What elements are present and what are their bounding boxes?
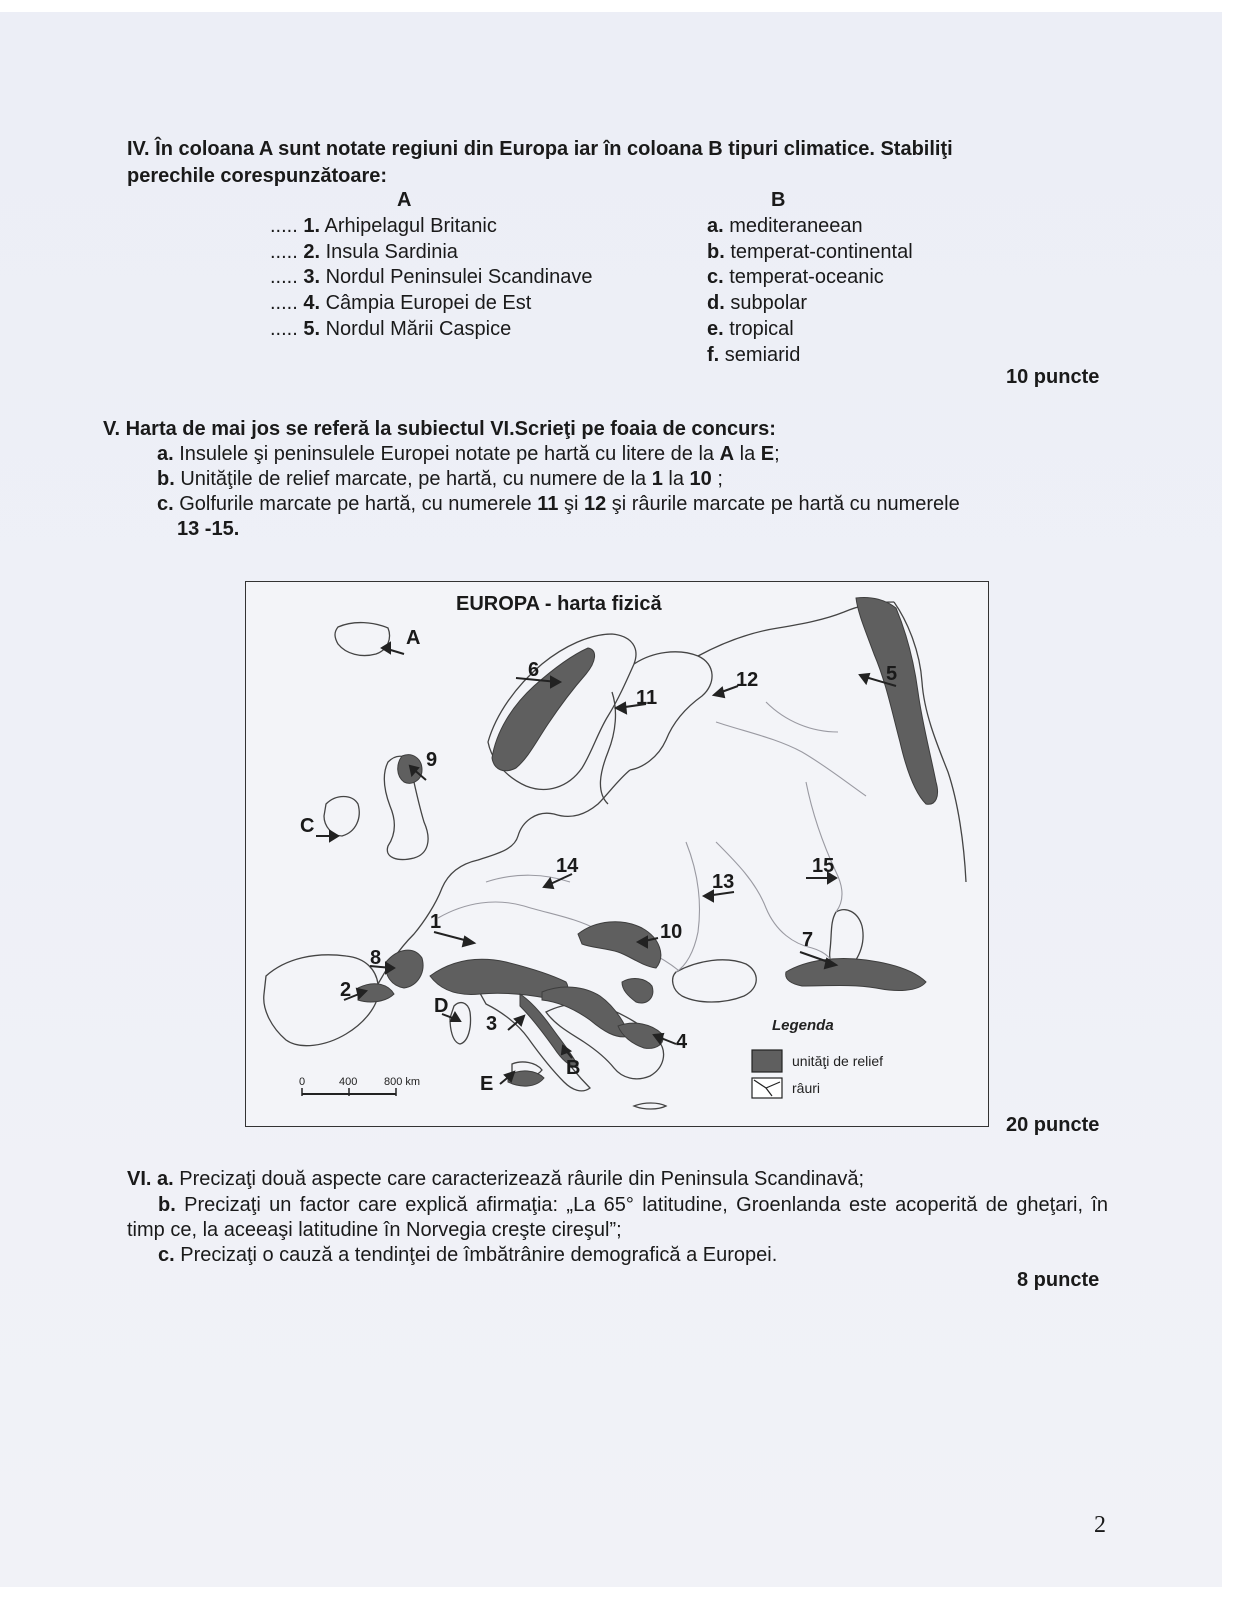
map-label-2: 2: [340, 979, 352, 1001]
column-a-item: ..... 1. Arhipelagul Britanic: [270, 215, 497, 237]
column-a-header: A: [397, 189, 412, 211]
scale-label-800: 800 km: [384, 1076, 421, 1088]
section-v-item-c: c. Golfurile marcate pe hartă, cu numerele 11 şi 12 şi râurile marcate pe hartă cu numerele: [157, 493, 960, 515]
column-a-item: ..... 5. Nordul Mării Caspice: [270, 317, 512, 340]
map-label-7: 7: [802, 929, 814, 951]
section-vi-item-c: c. Precizaţi o cauză a tendinţei de îmbătrânire demografică a Europei.: [158, 1244, 778, 1266]
map-legend: [752, 1017, 883, 1098]
page-number: 2: [1094, 1512, 1106, 1538]
map-scale-bar: [299, 1076, 420, 1096]
map-label-6: 6: [528, 659, 540, 681]
exam-page: [0, 12, 1222, 1587]
map-label-a: A: [406, 627, 421, 649]
map-label-5: 5: [886, 663, 898, 685]
legend-relief-swatch: [752, 1050, 782, 1072]
map-label-d: D: [434, 995, 449, 1017]
map-label-9: 9: [426, 749, 438, 771]
legend-relief-label: unităţi de relief: [792, 1053, 884, 1069]
section-vi-points: 8 puncte: [1017, 1269, 1100, 1291]
map-label-3: 3: [486, 1013, 498, 1035]
section-vi-item-a: VI. a. Precizaţi două aspecte care caracterizează râurile din Peninsula Scandinavă;: [127, 1168, 865, 1190]
section-iv-title-line1: IV. În coloana A sunt notate regiuni din Europa iar în coloana B tipuri climatice. Stabiliţi: [127, 138, 953, 160]
map-label-15: 15: [812, 855, 835, 877]
column-b-item: b. temperat-continental: [707, 240, 913, 263]
map-label-14: 14: [556, 855, 579, 877]
column-b-item: c. temperat-oceanic: [707, 266, 884, 289]
column-a-list: [270, 214, 592, 343]
map-label-11: 11: [636, 687, 658, 709]
scale-label-0: 0: [299, 1076, 306, 1088]
section-v-item-b: b. Unităţile de relief marcate, pe hartă, cu numere de la 1 la 10 ;: [157, 468, 723, 490]
section-v-item-c-line2: 13 -15.: [177, 518, 240, 540]
map-label-10: 10: [660, 921, 683, 943]
column-b-item: e. tropical: [707, 317, 794, 340]
scale-label-400: 400: [339, 1076, 358, 1088]
legend-title: Legenda: [772, 1017, 834, 1034]
column-b-item: d. subpolar: [707, 292, 808, 315]
column-b-header: B: [771, 189, 786, 211]
section-v-title: V. Harta de mai jos se referă la subiectul VI.Scrieţi pe foaia de concurs:: [103, 418, 776, 440]
column-a-item: ..... 4. Câmpia Europei de Est: [270, 292, 532, 315]
section-vi-item-b: b. Precizaţi un factor care explică afirmaţia: „La 65° latitudine, Groenlanda este acoperită de gheţari, în timp ce, la aceeaşi latitudine în Norvegia creşte cireşul”;: [127, 1194, 1108, 1241]
map-title: EUROPA - harta fizică: [456, 593, 662, 615]
column-a-item: ..... 2. Insula Sardinia: [270, 240, 458, 263]
section-iv-title-line2: perechile corespunzătoare:: [127, 165, 388, 187]
section-v-item-a: a. Insulele şi peninsulele Europei notate pe hartă cu litere de la A la E;: [157, 443, 780, 465]
map-label-e: E: [480, 1073, 494, 1095]
map-label-c: C: [300, 815, 315, 837]
map-label-12: 12: [736, 669, 759, 691]
map-label-8: 8: [370, 947, 382, 969]
section-v-points: 20 puncte: [1006, 1114, 1100, 1136]
column-a-item: ..... 3. Nordul Peninsulei Scandinave: [270, 266, 593, 289]
legend-rivers-label: râuri: [792, 1080, 821, 1096]
map-label-4: 4: [676, 1031, 688, 1053]
europe-physical-map: [245, 581, 989, 1127]
map-label-13: 13: [712, 871, 735, 893]
map-label-1: 1: [430, 911, 442, 933]
map-graphic: [246, 582, 988, 1126]
column-b-item: a. mediteraneean: [707, 215, 863, 237]
map-label-b: B: [566, 1057, 581, 1079]
column-b-list: [707, 214, 913, 368]
column-b-item: f. semiarid: [707, 343, 801, 366]
section-iv-points: 10 puncte: [1006, 366, 1100, 388]
